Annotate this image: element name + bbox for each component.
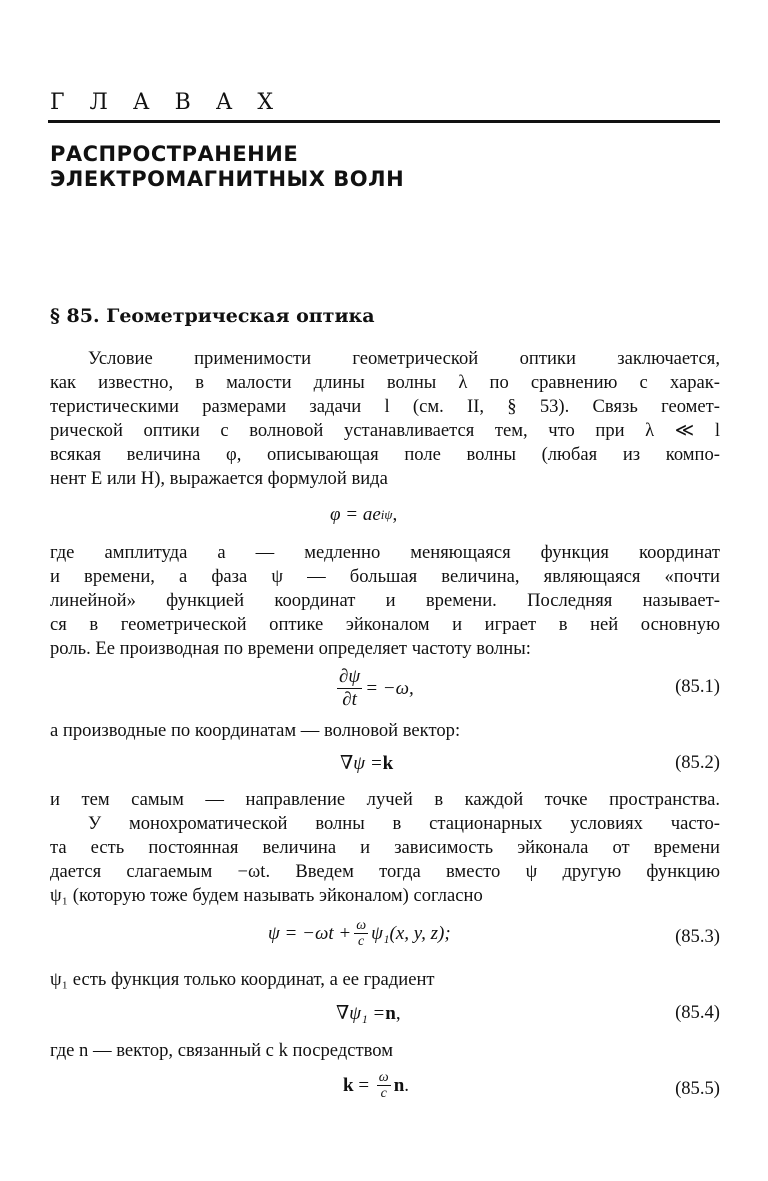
equation-lhs: ∇ψ =	[340, 753, 383, 774]
text-line: дается слагаемым −ωt. Введем тогда вместо ψ другую функцию	[50, 861, 720, 882]
text-line: нент E или H), выражается формулой вида	[50, 468, 388, 489]
text-line: та есть постоянная величина и зависимость эйконала от времени	[50, 837, 720, 858]
fraction-denominator: c	[380, 1086, 387, 1101]
equation-rhs: n	[393, 1074, 405, 1096]
chapter-label: Г Л А В А X	[50, 90, 283, 115]
equation-lhs: ∇ψ₁ =	[336, 1003, 386, 1024]
fraction-denominator: c	[358, 934, 365, 949]
equation-85-3	[268, 918, 451, 949]
equation-lhs: ψ = −ωt +	[268, 922, 352, 944]
equation-rhs: n	[385, 1002, 396, 1024]
text-line: У монохроматической волны в стационарных условиях часто-	[88, 813, 720, 834]
equation-tail: ,	[395, 1002, 401, 1024]
formula-exponent: iψ	[380, 507, 393, 522]
text-line: Условие применимости геометрической оптики заключается,	[88, 348, 720, 369]
fraction-denominator: ∂t	[342, 689, 357, 710]
text-line: и тем самым — направление лучей в каждой точке пространства.	[50, 789, 720, 810]
text-line: рической оптики с волновой устанавливается тем, что при λ ≪ l	[50, 420, 720, 441]
equation-rhs: = −ω,	[365, 677, 414, 699]
chapter-title-line: РАСПРОСТРАНЕНИЕ	[50, 142, 299, 166]
equation-rhs: ψ₁(x, y, z);	[371, 922, 451, 944]
equation-rhs: k	[382, 752, 394, 774]
formula-lhs: φ = ae	[330, 504, 381, 525]
fraction	[354, 918, 368, 949]
fraction-numerator: ω	[356, 918, 367, 933]
formula-tail: ,	[392, 504, 398, 525]
fraction	[337, 666, 362, 711]
text-line: ψ₁ (которую тоже будем называть эйконалом) согласно	[50, 885, 483, 906]
fraction	[377, 1070, 391, 1101]
text-line: где амплитуда a — медленно меняющаяся функция координат	[50, 542, 720, 563]
text-line: теристическими размерами задачи l (см. II, § 53). Связь геомет-	[50, 396, 720, 417]
equation-number: (85.5)	[675, 1078, 720, 1099]
equation-number: (85.4)	[675, 1002, 720, 1023]
text-line: как известно, в малости длины волны λ по сравнению с харак-	[50, 372, 720, 393]
text-line: ψ₁ есть функция только координат, а ее градиент	[50, 969, 435, 990]
equation-number: (85.1)	[675, 676, 720, 697]
equation-number: (85.2)	[675, 752, 720, 773]
equation-equals: =	[353, 1074, 374, 1096]
chapter-title	[50, 142, 404, 192]
equation-85-4	[336, 1002, 401, 1025]
chapter-title-line: ЭЛЕКТРОМАГНИТНЫХ ВОЛН	[50, 167, 405, 191]
fraction-numerator: ω	[378, 1070, 389, 1085]
equation-number: (85.3)	[675, 926, 720, 947]
equation-85-5	[343, 1070, 409, 1101]
text-line: всякая величина φ, описывающая поле волны (любая из компо-	[50, 444, 720, 465]
text-line: роль. Ее производная по времени определяет частоту волны:	[50, 638, 531, 659]
equation-85-1	[334, 666, 414, 711]
text-line: а производные по координатам — волновой вектор:	[50, 720, 461, 741]
text-line: где n — вектор, связанный с k посредством	[50, 1040, 393, 1061]
section-title: § 85. Геометрическая оптика	[50, 305, 375, 327]
chapter-rule	[48, 120, 720, 123]
formula-phi	[330, 504, 397, 526]
fraction-numerator: ∂ψ	[339, 666, 361, 687]
text-line: линейной» функцией координат и времени. Последняя называет-	[50, 590, 720, 611]
equation-lhs: k	[343, 1074, 354, 1096]
equation-85-2	[340, 752, 393, 775]
text-line: ся в геометрической оптике эйконалом и играет в ней основную	[50, 614, 720, 635]
equation-tail: .	[404, 1074, 410, 1096]
text-line: и времени, а фаза ψ — большая величина, являющаяся «почти	[50, 566, 720, 587]
